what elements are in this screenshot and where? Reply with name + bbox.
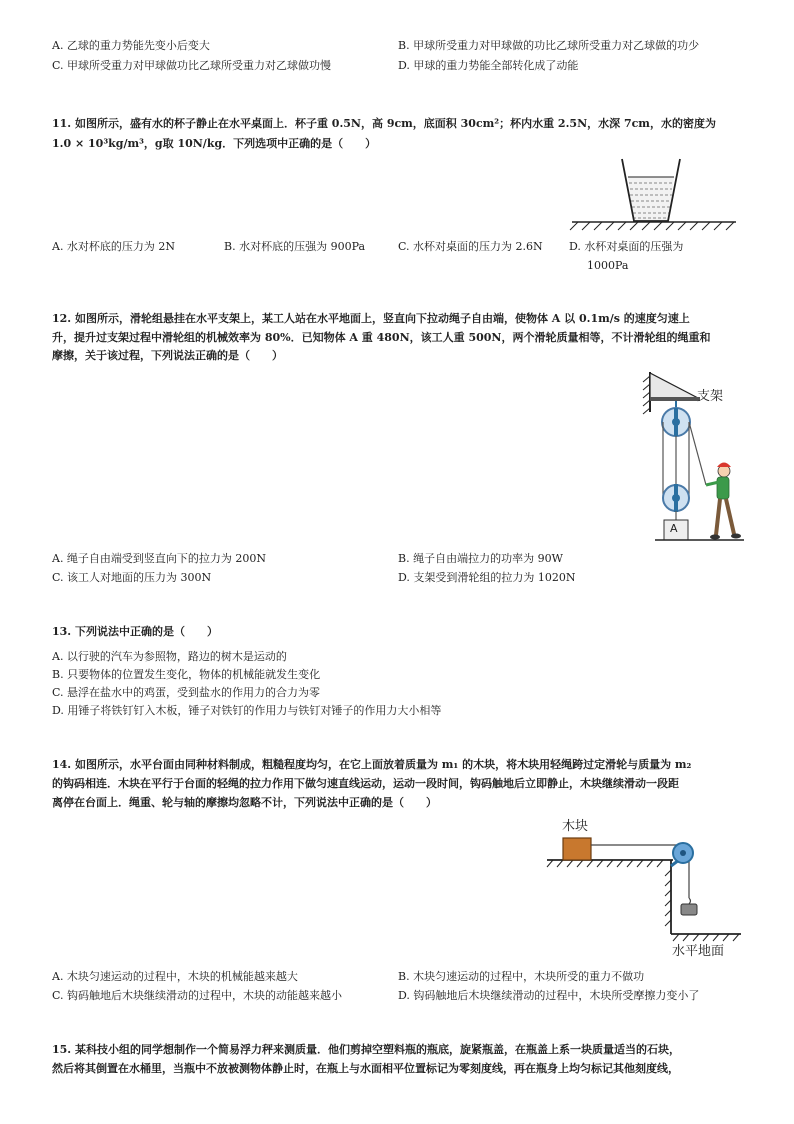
q12-pulley-figure — [640, 370, 750, 545]
q12-option-b[interactable]: B. 绳子自由端拉力的功率为 90W — [398, 552, 563, 565]
q11-stem-line2: 1.0 × 10³kg/m³，g取 10N/kg．下列选项中正确的是（ ） — [52, 137, 377, 150]
q13-option-d[interactable]: D. 用锤子将铁钉钉入木板，锤子对铁钉的作用力与铁钉对锤子的作用力大小相等 — [52, 704, 442, 717]
q14-option-b[interactable]: B. 木块匀速运动的过程中，木块所受的重力不做功 — [398, 970, 645, 983]
q10-option-c[interactable]: C. 甲球所受重力对甲球做功比乙球所受重力对乙球做功慢 — [52, 59, 332, 72]
q14-stem-line1: 14. 如图所示，水平台面由同种材料制成，粗糙程度均匀，在它上面放着质量为 m₁ 的木块，将木块用轻绳跨过定滑轮与质量为 m₂ — [52, 758, 692, 771]
q10-option-b[interactable]: B. 甲球所受重力对甲球做的功比乙球所受重力对乙球做的功少 — [398, 39, 700, 52]
q12-fig-support-label: 支架 — [697, 389, 724, 404]
q12-stem-line3: 摩擦，关于该过程，下列说法正确的是（ ） — [52, 349, 283, 362]
q11-option-a[interactable]: A. 水对杯底的压力为 2N — [52, 240, 176, 253]
q12-stem-line2: 升，提升过支架过程中滑轮组的机械效率为 80%．已知物体 A 重 480N，该工人重 500N，两个滑轮质量相等，不计滑轮组的绳重和 — [52, 331, 711, 344]
q11-option-d[interactable]: D. 水杯对桌面的压强为 — [569, 240, 684, 253]
q13-option-c[interactable]: C. 悬浮在盐水中的鸡蛋，受到盐水的作用力的合力为零 — [52, 686, 321, 699]
q11-stem-line1: 11. 如图所示，盛有水的杯子静止在水平桌面上．杯子重 0.5N，高 9cm，底面积 30cm²；杯内水重 2.5N，水深 7cm，水的密度为 — [52, 117, 716, 130]
q15-stem-line2: 然后将其倒置在水桶里，当瓶中不放被测物体静止时，在瓶上与水面相平位置标记为零刻度线，再在瓶身上均匀标记其他刻度线， — [52, 1062, 679, 1075]
q11-option-b[interactable]: B. 水对杯底的压强为 900Pa — [224, 240, 366, 253]
q11-option-c[interactable]: C. 水杯对桌面的压力为 2.6N — [398, 240, 543, 253]
q13-option-a[interactable]: A. 以行驶的汽车为参照物，路边的树木是运动的 — [52, 650, 287, 663]
q13-stem: 13. 下列说法中正确的是（ ） — [52, 625, 218, 638]
q10-option-a[interactable]: A. 乙球的重力势能先变小后变大 — [52, 39, 210, 52]
q14-table-pulley-figure — [545, 830, 745, 945]
q14-stem-line2: 的钩码相连．木块在平行于台面的轻绳的拉力作用下做匀速直线运动，运动一段时间，钩码触地后立即静止，木块继续滑动一段距 — [52, 777, 679, 790]
q10-option-d[interactable]: D. 甲球的重力势能全部转化成了动能 — [398, 59, 579, 72]
q12-fig-block-label: A — [670, 522, 678, 535]
q14-stem-line3: 离停在台面上．绳重、轮与轴的摩擦均忽略不计，下列说法中正确的是（ ） — [52, 796, 437, 809]
q11-cup-figure — [570, 155, 740, 230]
q15-stem-line1: 15. 某科技小组的同学想制作一个简易浮力秤来测质量．他们剪掉空塑料瓶的瓶底，旋紧瓶盖，在瓶盖上系一块质量适当的石块， — [52, 1043, 680, 1056]
q14-option-d[interactable]: D. 钩码触地后木块继续滑动的过程中，木块所受摩擦力变小了 — [398, 989, 700, 1002]
q14-option-a[interactable]: A. 木块匀速运动的过程中，木块的机械能越来越大 — [52, 970, 298, 983]
q12-option-d[interactable]: D. 支架受到滑轮组的拉力为 1020N — [398, 571, 576, 584]
q14-fig-ground-label: 水平地面 — [672, 944, 725, 959]
q12-option-a[interactable]: A. 绳子自由端受到竖直向下的拉力为 200N — [52, 552, 267, 565]
q11-option-d-value: 1000Pa — [587, 259, 629, 272]
q13-option-b[interactable]: B. 只要物体的位置发生变化，物体的机械能就发生变化 — [52, 668, 321, 681]
q12-stem-line1: 12. 如图所示，滑轮组悬挂在水平支架上，某工人站在水平地面上，竖直向下拉动绳子自由端，使物体 A 以 0.1m/s 的速度匀速上 — [52, 312, 690, 325]
q12-option-c[interactable]: C. 该工人对地面的压力为 300N — [52, 571, 212, 584]
q14-fig-block-label: 木块 — [562, 819, 589, 834]
q14-option-c[interactable]: C. 钩码触地后木块继续滑动的过程中，木块的动能越来越小 — [52, 989, 343, 1002]
